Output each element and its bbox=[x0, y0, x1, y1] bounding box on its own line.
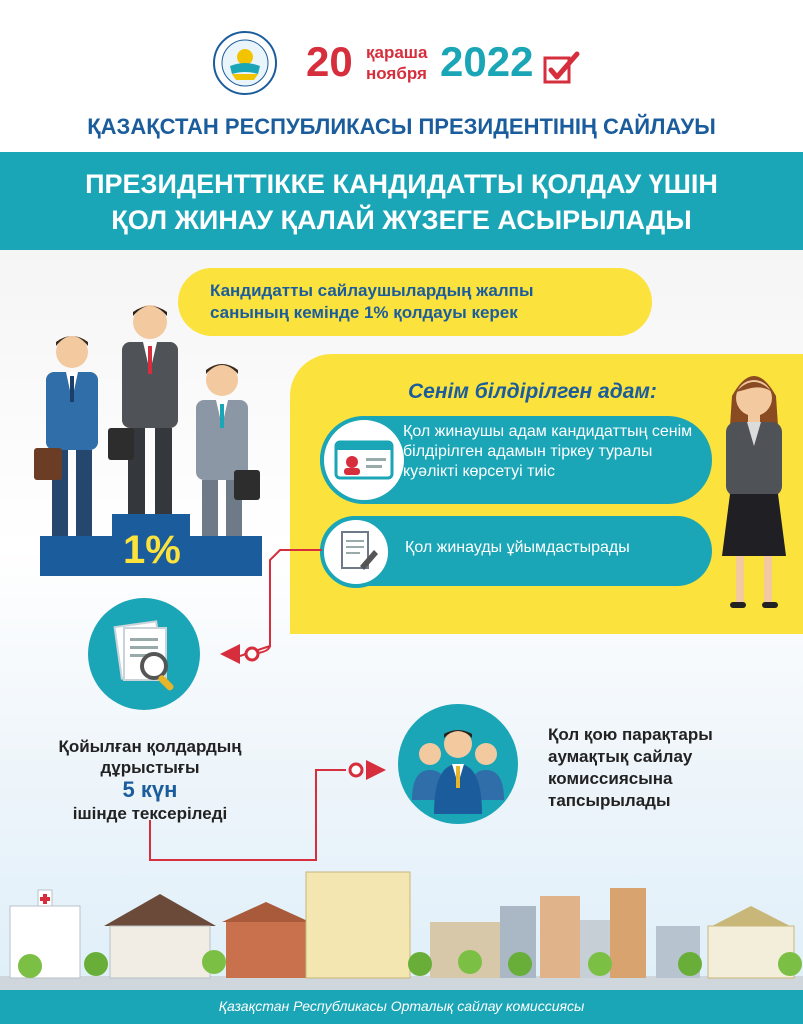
trusted-person-title: Сенім білдірілген адам: bbox=[408, 380, 657, 403]
date-months bbox=[366, 42, 427, 84]
banner-line-1: ПРЕЗИДЕНТТІККЕ КАНДИДАТТЫ ҚОЛДАУ ҮШІН bbox=[85, 169, 718, 199]
requirement-text bbox=[210, 280, 630, 324]
requirement-line-2: санының кемінде 1% қолдауы керек bbox=[210, 303, 518, 322]
date-year: 2022 bbox=[440, 38, 534, 85]
verify-line-1: Қойылған қолдардың bbox=[58, 737, 242, 756]
verify-days: 5 күн bbox=[122, 777, 178, 802]
id-card-icon bbox=[320, 416, 408, 504]
banner-title bbox=[20, 166, 783, 238]
footer-text: Қазақстан Республикасы Орталық сайлау комиссиясы bbox=[218, 998, 585, 1014]
date-day: 20 bbox=[306, 38, 353, 85]
trusted-item-2-text: Қол жинауды ұйымдастырады bbox=[405, 539, 630, 556]
requirement-line-1: Кандидатты сайлаушылардың жалпы bbox=[210, 281, 534, 300]
verify-line-3: ішінде тексеріледі bbox=[72, 804, 228, 823]
election-commission-emblem-icon bbox=[212, 30, 278, 96]
submit-text: Қол қою парақтары аумақтық сайлау комиссиясына тапсырылады bbox=[548, 725, 713, 810]
commission-people-icon bbox=[398, 704, 518, 824]
document-magnifier-icon bbox=[88, 598, 200, 710]
verify-text bbox=[20, 736, 280, 778]
percent-label: 1% bbox=[123, 528, 181, 572]
ballot-check-icon bbox=[543, 50, 581, 86]
month-kz: қараша bbox=[366, 43, 428, 62]
election-title: ҚАЗАҚСТАН РЕСПУБЛИКАСЫ ПРЕЗИДЕНТІНІҢ САЙЛАУЫ bbox=[87, 114, 716, 139]
banner-line-2: ҚОЛ ЖИНАУ ҚАЛАЙ ЖҮЗЕГЕ АСЫРЫЛАДЫ bbox=[111, 205, 692, 235]
trusted-item-1-text: Қол жинаушы адам кандидаттың сенім білдірілген адамын тіркеу туралы куәлікті көрсетуі тиіс bbox=[403, 423, 693, 480]
verify-line-2: дұрыстығы bbox=[100, 758, 200, 777]
city-skyline bbox=[0, 866, 803, 992]
month-ru: ноября bbox=[366, 64, 427, 83]
